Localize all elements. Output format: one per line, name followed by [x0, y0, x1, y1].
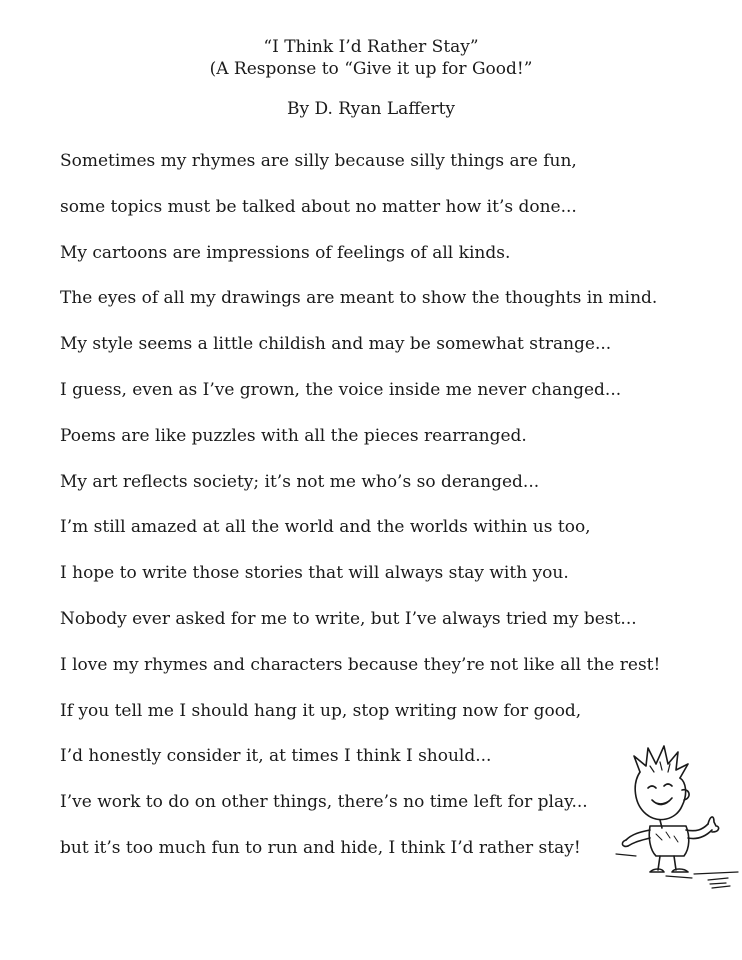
poem-line: I’m still amazed at all the world and the worlds within us too,: [60, 517, 591, 538]
cartoon-boy-thumbs-up-icon: [610, 742, 742, 892]
poem-body: [60, 150, 700, 883]
poem-line: If you tell me I should hang it up, stop writing now for good,: [60, 700, 582, 721]
poem-byline: By D. Ryan Lafferty: [286, 99, 456, 119]
poem-line: My cartoons are impressions of feelings of all kinds.: [60, 242, 511, 263]
poem-line: The eyes of all my drawings are meant to show the thoughts in mind.: [60, 288, 658, 309]
poem-line: I’d honestly consider it, at times I think I should...: [60, 746, 492, 767]
poem-line: My art reflects society; it’s not me who’s so deranged...: [60, 471, 540, 492]
poem-line: I’ve work to do on other things, there’s no time left for play...: [60, 792, 588, 813]
poem-line: My style seems a little childish and may be somewhat strange...: [60, 334, 612, 355]
poem-header: [0, 36, 742, 120]
poem-line: Nobody ever asked for me to write, but I’ve always tried my best...: [60, 608, 637, 629]
poem-line: Sometimes my rhymes are silly because silly things are fun,: [60, 151, 577, 171]
poem-line: some topics must be talked about no matter how it’s done...: [60, 196, 577, 217]
poem-line: I love my rhymes and characters because they’re not like all the rest!: [60, 654, 661, 675]
poem-line: I hope to write those stories that will always stay with you.: [60, 563, 569, 584]
poem-line: I guess, even as I’ve grown, the voice inside me never changed...: [60, 379, 622, 400]
poem-line: but it’s too much fun to run and hide, I think I’d rather stay!: [60, 837, 581, 858]
poem-title: “I Think I’d Rather Stay”: [263, 37, 479, 57]
poem-line: Poems are like puzzles with all the pieces rearranged.: [60, 425, 527, 446]
poem-subtitle: (A Response to “Give it up for Good!”: [209, 59, 533, 79]
